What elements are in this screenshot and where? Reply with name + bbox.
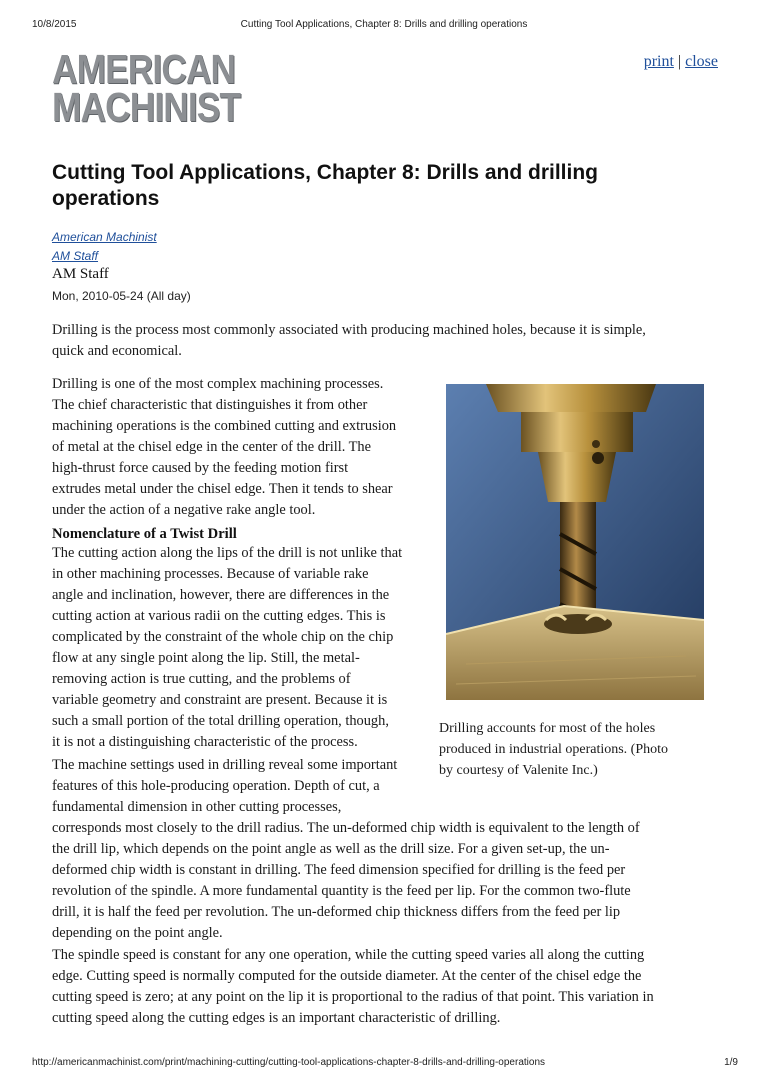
text-line: such a small portion of the total drilling operation, though, xyxy=(52,713,389,729)
author-name: AM Staff xyxy=(52,266,109,282)
paragraph-nomenclature xyxy=(52,543,402,753)
text-line: in other machining processes. Because of variable rake xyxy=(52,566,369,582)
section-heading: Nomenclature of a Twist Drill xyxy=(52,526,237,542)
text-line: fundamental dimension in other cutting processes, xyxy=(52,799,342,815)
text-line: high-thrust force caused by the feeding motion first xyxy=(52,460,349,476)
paragraph-spindle-speed xyxy=(52,945,654,1029)
page-actions xyxy=(644,53,718,71)
text-line: deformed chip width is constant in drilling. The feed dimension specified for drilling is the feed per xyxy=(52,862,626,878)
text-line: cutting action at various radii on the cutting edges. This is xyxy=(52,608,386,624)
text-line: machining operations is the combined cutting and extrusion xyxy=(52,418,397,434)
source-link[interactable]: American Machinist xyxy=(52,230,157,244)
text-line: revolution of the spindle. A more fundamental quantity is the feed per lip. For the common two-flute xyxy=(52,883,631,899)
text-line: drill, it is half the feed per revolution. The un-deformed chip thickness differs from the feed per lip xyxy=(52,904,621,920)
text-line: The spindle speed is constant for any one operation, while the cutting speed varies all along the cutting xyxy=(52,947,645,963)
text-line: flow at any single point along the lip. Still, the metal- xyxy=(52,650,360,666)
text-line: Drilling is one of the most complex machining processes. xyxy=(52,376,384,392)
text-line: cutting speed along the cutting edges is an important characteristic of drilling. xyxy=(52,1010,501,1026)
logo-line-2: MACHINIST xyxy=(52,84,241,130)
paragraph-machine-settings xyxy=(52,755,640,944)
actions-separator: | xyxy=(677,53,682,70)
text-line: variable geometry and constraint are present. Because it is xyxy=(52,692,388,708)
text-line: Drilling is the process most commonly associated with producing machined holes, because it is simple, xyxy=(52,322,646,338)
text-line: depending on the point angle. xyxy=(52,925,223,941)
text-line: the drill lip, which depends on the point angle as well as the drill size. For a given set-up, the un- xyxy=(52,841,610,857)
text-line: The cutting action along the lips of the drill is not unlike that xyxy=(52,545,403,561)
text-line: quick and economical. xyxy=(52,343,182,359)
print-link[interactable]: print xyxy=(643,53,674,70)
page-number: 1/9 xyxy=(724,1057,738,1068)
text-line: of metal at the chisel edge in the center of the drill. The xyxy=(52,439,372,455)
text-line: angle and inclination, however, there are differences in the xyxy=(52,587,390,603)
text-line: it is not a distinguishing characteristic of the process. xyxy=(52,734,358,750)
caption-line: produced in industrial operations. (Photo xyxy=(439,742,669,757)
american-machinist-logo xyxy=(52,46,241,130)
text-line: The chief characteristic that distinguishes it from other xyxy=(52,397,368,413)
print-header-title: Cutting Tool Applications, Chapter 8: Drills and drilling operations xyxy=(240,19,528,30)
paragraph-complexity xyxy=(52,374,396,521)
logo-line-1: AMERICAN xyxy=(52,46,236,92)
article-title-line-2: operations xyxy=(52,187,160,210)
caption-line: Drilling accounts for most of the holes xyxy=(439,721,656,736)
article-title-line-1: Cutting Tool Applications, Chapter 8: Drills and drilling xyxy=(52,161,598,184)
print-date: 10/8/2015 xyxy=(32,19,77,30)
footer-url: http://americanmachinist.com/print/machining-cutting/cutting-tool-applications-chapter-8-drills-and-drilling-operations xyxy=(32,1057,546,1068)
photo-caption xyxy=(439,718,729,781)
drilling-photo xyxy=(446,384,704,700)
text-line: features of this hole-producing operation. Depth of cut, a xyxy=(52,778,380,794)
close-link[interactable]: close xyxy=(685,53,718,70)
text-line: under the action of a negative rake angle tool. xyxy=(52,502,316,518)
text-line: removing action is true cutting, and the problems of xyxy=(52,671,351,687)
caption-line: by courtesy of Valenite Inc.) xyxy=(439,763,598,778)
text-line: cutting speed is zero; at any point on the lip it is proportional to the radius of that point. This variation in xyxy=(52,989,654,1005)
text-line: edge. Cutting speed is normally computed for the outside diameter. At the center of the chisel edge the xyxy=(52,968,642,984)
article-title xyxy=(52,160,692,212)
text-line: corresponds most closely to the drill radius. The un-deformed chip width is equivalent to the length of xyxy=(52,820,640,836)
text-line: The machine settings used in drilling reveal some important xyxy=(52,757,398,773)
text-line: extrudes metal under the chisel edge. Then it tends to shear xyxy=(52,481,393,497)
author-link[interactable]: AM Staff xyxy=(52,249,99,263)
text-line: complicated by the constraint of the whole chip on the chip xyxy=(52,629,394,645)
paragraph-intro xyxy=(52,320,646,362)
publish-date: Mon, 2010-05-24 (All day) xyxy=(52,289,191,303)
